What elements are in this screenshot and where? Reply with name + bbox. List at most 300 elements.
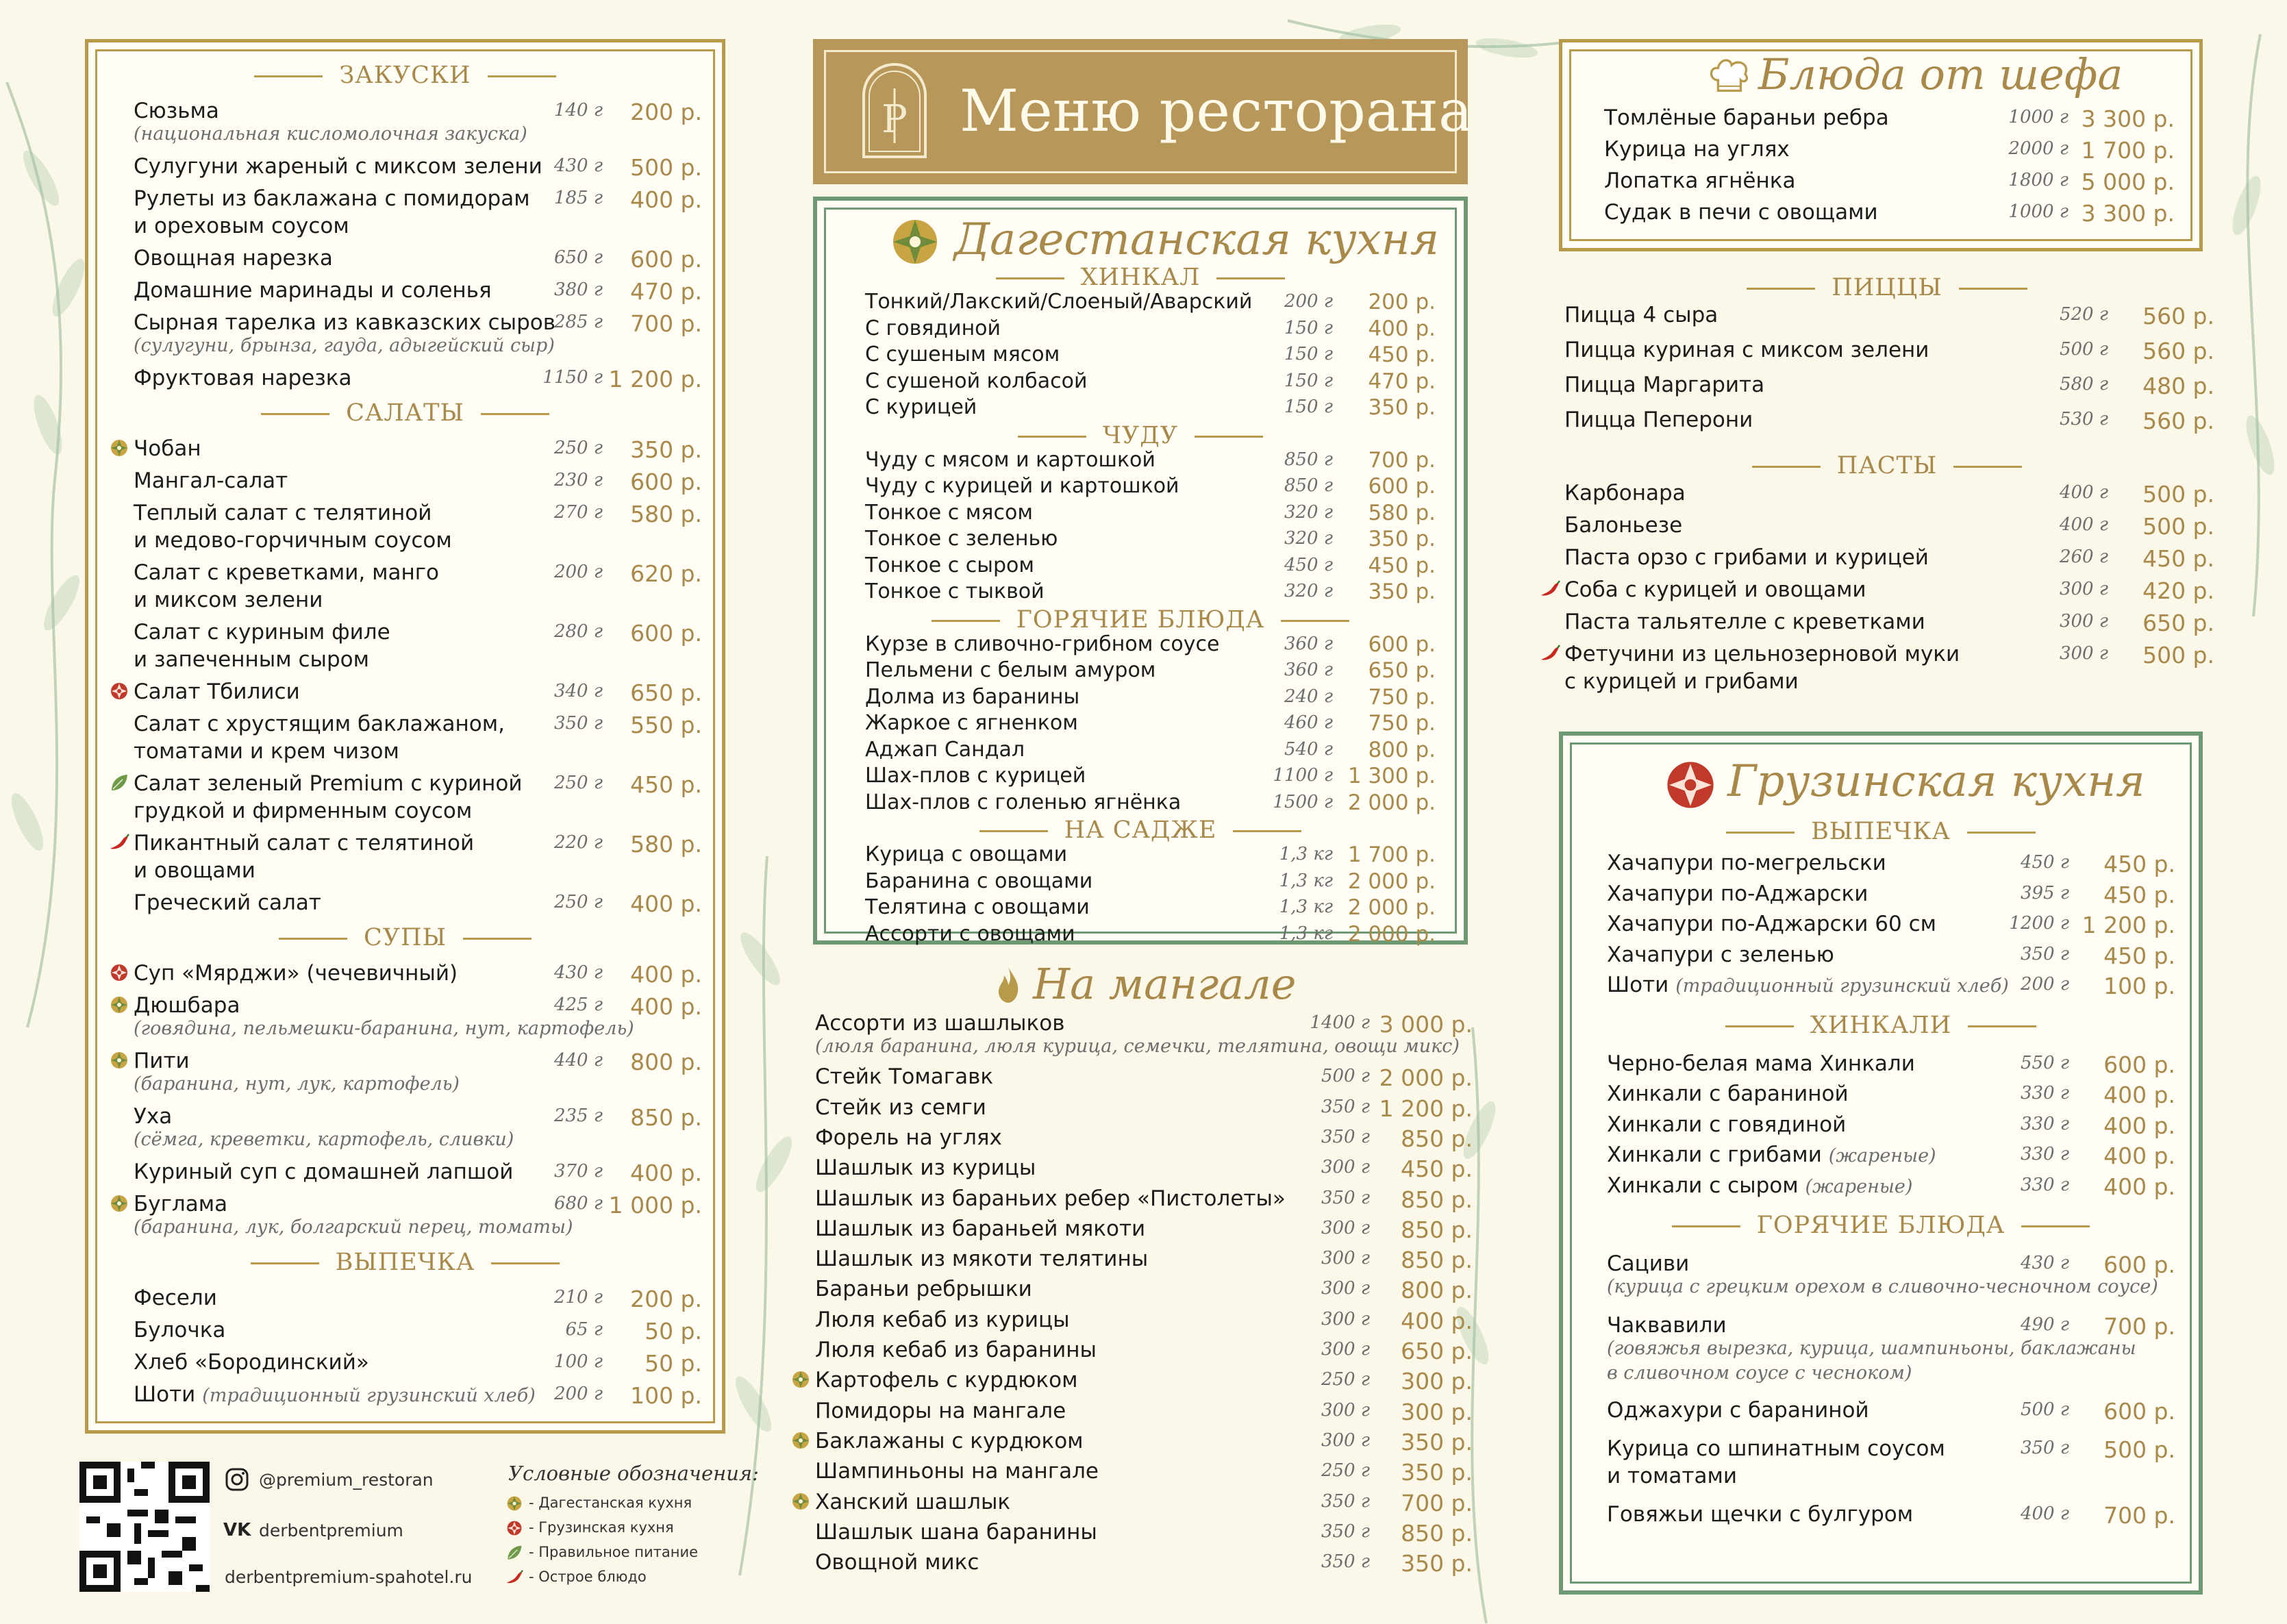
item-weight: 400 г <box>2059 482 2108 503</box>
item-price: 850 р. <box>630 1104 702 1131</box>
menu-item <box>1607 1082 2175 1112</box>
item-name: Шашлык шана баранины <box>815 1519 1097 1545</box>
item-name: Ассорти из шашлыков <box>815 1011 1065 1036</box>
menu-item <box>1604 168 2175 199</box>
item-price: 480 р. <box>2142 373 2214 399</box>
menu-item <box>815 1368 1473 1398</box>
item-description: (люля баранина, люля курица, семечки, телятина, овощи микс) <box>815 1036 1460 1057</box>
item-weight: 200 г <box>1284 291 1333 312</box>
chef-hat-icon <box>1708 58 1753 95</box>
item-price: 700 р. <box>2103 1313 2175 1340</box>
item-weight: 150 г <box>1284 370 1333 391</box>
menu-item <box>134 831 702 883</box>
dagestan-title: Дагестанская кухня <box>954 214 1440 265</box>
item-weight: 250 г <box>553 438 603 458</box>
item-weight: 270 г <box>553 502 603 523</box>
menu-item <box>815 1125 1473 1155</box>
item-price: 750 р. <box>1368 684 1436 710</box>
item-description: (баранина, нут, лук, картофель) <box>134 1073 460 1095</box>
item-name: Сюзьма <box>134 99 219 123</box>
vk-handle[interactable]: derbentpremium <box>259 1521 403 1540</box>
item-weight: 285 г <box>553 312 603 332</box>
item-price: 600 р. <box>1368 474 1436 499</box>
item-weight: 350 г <box>1321 1490 1370 1512</box>
section-title: ВЫПЕЧКА <box>1563 818 2199 845</box>
item-weight: 400 г <box>2059 514 2108 535</box>
menu-item <box>815 1247 1473 1277</box>
menu-item <box>1607 942 2175 973</box>
item-weight: 350 г <box>1321 1521 1370 1542</box>
item-weight: 230 г <box>553 470 603 490</box>
item-name: Хлеб «Бородинский» <box>134 1350 369 1375</box>
menu-item <box>815 1550 1473 1580</box>
item-price: 1 200 р. <box>608 366 702 392</box>
item-weight: 300 г <box>1321 1399 1370 1421</box>
item-weight: 300 г <box>2059 611 2108 632</box>
item-price: 400 р. <box>630 961 702 988</box>
menu-item <box>865 922 1436 952</box>
menu-item <box>1607 973 2175 1003</box>
menu-item <box>134 1104 702 1150</box>
item-name-line2: с курицей и грибами <box>1564 669 1799 694</box>
menu-item <box>1604 105 2175 136</box>
dagestan-cuisine-icon <box>109 1193 129 1214</box>
menu-item <box>1604 200 2175 230</box>
item-name: Хачапури по-Аджарски <box>1607 881 1869 906</box>
item-price: 450 р. <box>1368 342 1436 367</box>
item-weight: 250 г <box>1321 1460 1370 1482</box>
item-name: Лопатка ягнёнка <box>1604 168 1796 193</box>
item-price: 500 р. <box>2142 481 2214 508</box>
item-weight: 850 г <box>1284 449 1333 470</box>
dagestan-ornament-icon <box>888 214 942 269</box>
item-weight: 400 г <box>2020 1503 2069 1524</box>
item-name: Говяжьи щечки с булгуром <box>1607 1502 1914 1527</box>
item-name: Пицца куриная с миксом зелени <box>1564 338 1929 362</box>
mangal-section <box>815 959 1486 1603</box>
section-title: ЗАКУСКИ <box>88 62 722 89</box>
item-price: 500 р. <box>2142 642 2214 669</box>
item-price: 650 р. <box>1401 1338 1473 1364</box>
item-name: Долма из баранины <box>865 684 1080 709</box>
item-price: 600 р. <box>1368 632 1436 657</box>
menu-item <box>1607 1502 2175 1532</box>
item-name: Курица с овощами <box>865 842 1068 866</box>
flame-icon <box>995 966 1022 1004</box>
item-note: (жареные) <box>1828 1145 1936 1166</box>
item-name: Люля кебаб из баранины <box>815 1338 1097 1362</box>
item-name: Паста тальятелле с креветками <box>1564 610 1925 634</box>
item-price: 400 р. <box>630 993 702 1020</box>
menu-item <box>1607 1112 2175 1142</box>
legend-item: - Дагестанская кухня <box>529 1495 692 1511</box>
item-weight: 450 г <box>2020 852 2069 873</box>
item-price: 450 р. <box>2103 851 2175 877</box>
menu-item <box>134 890 702 921</box>
item-price: 50 р. <box>645 1318 702 1345</box>
item-price: 550 р. <box>630 712 702 738</box>
item-name: Хачапури по-мегрельски <box>1607 851 1886 875</box>
item-name: Шах-плов с курицей <box>865 764 1086 788</box>
menu-item <box>1564 513 2214 543</box>
item-name: Соба с курицей и овощами <box>1564 577 1866 602</box>
item-weight: 320 г <box>1284 581 1333 601</box>
item-name: Мангал-салат <box>134 469 288 493</box>
item-price: 400 р. <box>1401 1307 1473 1334</box>
item-price: 600 р. <box>2103 1251 2175 1278</box>
item-weight: 1,3 кг <box>1279 870 1333 891</box>
healthy-food-leaf-icon <box>505 1544 523 1562</box>
item-name: Шоти (традиционный грузинский хлеб) <box>134 1382 536 1407</box>
chef-panel <box>1559 39 2203 251</box>
item-weight: 430 г <box>2020 1253 2069 1273</box>
item-weight: 460 г <box>1284 712 1333 733</box>
section-title: ХИНКАЛ <box>817 264 1464 291</box>
menu-item <box>865 738 1436 768</box>
item-name-line2: грудкой и фирменным соусом <box>134 799 473 823</box>
item-weight: 1400 г <box>1310 1012 1370 1033</box>
section-title: ВЫПЕЧКА <box>88 1249 722 1276</box>
item-name: Салат с куриным филе <box>134 620 390 645</box>
dagestan-cuisine-icon <box>109 438 129 458</box>
item-price: 500 р. <box>630 154 702 181</box>
menu-item <box>134 278 702 308</box>
menu-item <box>134 469 702 499</box>
item-weight: 330 г <box>2020 1144 2069 1164</box>
menu-item <box>1607 1436 2175 1488</box>
instagram-icon <box>225 1467 249 1492</box>
item-weight: 250 г <box>553 892 603 912</box>
item-weight: 240 г <box>1284 686 1333 707</box>
item-name: Куриный суп с домашней лапшой <box>134 1160 514 1184</box>
item-name: Пицца Пеперони <box>1564 408 1753 432</box>
menu-item <box>134 961 702 991</box>
item-name: Шашлык из бараньей мякоти <box>815 1216 1146 1241</box>
item-weight: 680 г <box>553 1193 603 1214</box>
item-weight: 395 г <box>2020 882 2069 903</box>
item-name: Овощной микс <box>815 1550 979 1575</box>
svg-text:P: P <box>882 97 908 142</box>
item-weight: 350 г <box>553 713 603 734</box>
item-name: Греческий салат <box>134 890 321 915</box>
item-price: 600 р. <box>630 246 702 273</box>
item-weight: 300 г <box>2059 579 2108 599</box>
section-title: САЛАТЫ <box>88 399 722 427</box>
item-weight: 360 г <box>1284 660 1333 680</box>
item-weight: 330 г <box>2020 1174 2069 1195</box>
item-weight: 300 г <box>1321 1217 1370 1238</box>
menu-item <box>1564 303 2214 333</box>
item-weight: 140 г <box>553 100 603 121</box>
item-name: Судак в печи с овощами <box>1604 200 1878 225</box>
item-weight: 425 г <box>553 995 603 1015</box>
item-name: Фетучини из цельнозерновой муки <box>1564 642 1960 666</box>
item-price: 600 р. <box>2103 1398 2175 1425</box>
item-price: 200 р. <box>630 1286 702 1312</box>
item-name: С говядиной <box>865 316 1001 340</box>
item-name: Буглама <box>134 1192 228 1216</box>
footer <box>75 1459 759 1596</box>
item-name-line2: томатами и крем чизом <box>134 739 399 764</box>
item-name: Черно-белая мама Хинкали <box>1607 1051 1915 1076</box>
menu-item <box>815 1338 1473 1368</box>
item-name: Салат с креветками, манго <box>134 560 440 585</box>
item-price: 500 р. <box>2103 1436 2175 1463</box>
item-price: 350 р. <box>1368 579 1436 604</box>
item-price: 2 000 р. <box>1347 895 1436 920</box>
spicy-chili-icon <box>505 1569 523 1586</box>
item-price: 400 р. <box>1368 316 1436 341</box>
restaurant-logo-icon <box>857 61 932 164</box>
menu-item <box>815 1308 1473 1338</box>
menu-item <box>1607 1051 2175 1082</box>
item-name: Чуду с курицей и картошкой <box>865 474 1179 498</box>
item-price: 350 р. <box>1401 1550 1473 1577</box>
menu-item <box>815 1186 1473 1216</box>
mangal-title: На мангале <box>1033 959 1297 1009</box>
item-weight: 370 г <box>553 1161 603 1182</box>
chef-title: Блюда от шефа <box>1758 49 2123 99</box>
item-description-line2: в сливочном соусе с чесноком) <box>1607 1362 1912 1384</box>
item-weight: 1800 г <box>2008 170 2069 190</box>
item-price: 470 р. <box>630 278 702 305</box>
item-name-line2: и медово-горчичным соусом <box>134 528 452 553</box>
item-price: 650 р. <box>1368 658 1436 683</box>
instagram-handle[interactable]: @premium_restoran <box>259 1470 434 1490</box>
menu-item <box>865 395 1436 425</box>
menu-item <box>1607 1398 2175 1428</box>
menu-item <box>134 154 702 184</box>
item-name: Хинкали с сыром (жареные) <box>1607 1173 1913 1198</box>
item-price: 580 р. <box>1368 500 1436 525</box>
item-weight: 150 г <box>1284 317 1333 338</box>
item-price: 400 р. <box>630 1160 702 1186</box>
item-price: 600 р. <box>630 620 702 647</box>
menu-item <box>1564 338 2214 368</box>
menu-item <box>1607 1313 2175 1384</box>
item-name: Салат Тбилиси <box>134 679 300 704</box>
item-name: Сациви <box>1607 1251 1690 1276</box>
item-price: 750 р. <box>1368 711 1436 736</box>
item-weight: 300 г <box>1321 1248 1370 1269</box>
menu-item <box>865 369 1436 399</box>
item-weight: 1100 г <box>1273 765 1333 786</box>
item-weight: 450 г <box>1284 554 1333 575</box>
item-weight: 530 г <box>2059 409 2108 429</box>
item-price: 420 р. <box>2142 577 2214 604</box>
item-price: 2 000 р. <box>1347 921 1436 947</box>
dagestan-cuisine-icon <box>109 1050 129 1071</box>
item-weight: 340 г <box>553 681 603 701</box>
item-name: Рулеты из баклажана с помидорам <box>134 186 530 211</box>
item-price: 5 000 р. <box>2081 168 2175 195</box>
item-name: Фруктовая нарезка <box>134 366 352 390</box>
item-weight: 350 г <box>1321 1187 1370 1208</box>
item-price: 700 р. <box>1368 447 1436 473</box>
item-name: Салат с хрустящим баклажаном, <box>134 712 505 736</box>
item-price: 600 р. <box>2103 1051 2175 1078</box>
item-weight: 235 г <box>553 1105 603 1126</box>
menu-item <box>865 448 1436 478</box>
item-name: Чобан <box>134 436 201 461</box>
menu-item <box>865 895 1436 925</box>
menu-item <box>1564 408 2214 438</box>
website-link[interactable]: derbentpremium-spahotel.ru <box>225 1567 473 1587</box>
item-price: 470 р. <box>1368 368 1436 394</box>
item-price: 3 300 р. <box>2081 105 2175 132</box>
item-price: 2 000 р. <box>1379 1064 1473 1092</box>
item-name: Аджап Сандал <box>865 737 1025 762</box>
item-name: Сырная тарелка из кавказских сыров <box>134 310 555 335</box>
item-weight: 360 г <box>1284 633 1333 654</box>
item-name: Тонкое с сыром <box>865 553 1035 577</box>
item-note: (жареные) <box>1805 1175 1913 1197</box>
legend-title: Условные обозначения: <box>508 1462 759 1485</box>
menu-item <box>865 685 1436 715</box>
menu-item <box>134 310 702 356</box>
item-name: Хачапури с зеленью <box>1607 942 1834 967</box>
item-weight: 280 г <box>553 621 603 642</box>
item-name: Баранина с овощами <box>865 869 1093 893</box>
item-description: (сёмга, креветки, картофель, сливки) <box>134 1129 514 1150</box>
menu-item <box>865 579 1436 610</box>
item-weight: 300 г <box>1321 1429 1370 1451</box>
item-price: 450 р. <box>2142 545 2214 572</box>
item-description: (баранина, лук, болгарский перец, томаты) <box>134 1216 573 1238</box>
item-name: Шашлык из бараньих ребер «Пистолеты» <box>815 1186 1286 1211</box>
menu-item <box>1607 912 2175 942</box>
menu-item <box>1564 610 2214 640</box>
item-weight: 350 г <box>1321 1126 1370 1147</box>
item-name: Хинкали с грибами (жареные) <box>1607 1142 1936 1167</box>
menu-item <box>1607 882 2175 912</box>
item-weight: 185 г <box>553 188 603 208</box>
item-name: Телятина с овощами <box>865 895 1090 919</box>
georgian-cuisine-icon <box>109 681 129 701</box>
item-name: Чуду с мясом и картошкой <box>865 447 1155 472</box>
menu-item <box>1607 1173 2175 1203</box>
item-name: Шампиньоны на мангале <box>815 1459 1099 1484</box>
item-price: 450 р. <box>1368 553 1436 578</box>
section-title: НА САДЖЕ <box>817 816 1464 844</box>
item-price: 1 300 р. <box>1347 764 1436 788</box>
item-name: Сулугуни жареный с миксом зелени <box>134 154 542 179</box>
menu-item <box>134 620 702 672</box>
item-description: (курица с грецким орехом в сливочно-чесночном соусе) <box>1607 1276 2158 1297</box>
section-title: СУПЫ <box>88 924 722 951</box>
menu-item <box>134 99 702 145</box>
item-weight: 200 г <box>553 562 603 582</box>
item-name: Картофель с курдюком <box>815 1368 1078 1393</box>
dagestan-cuisine-icon <box>790 1369 811 1390</box>
item-weight: 350 г <box>1321 1551 1370 1573</box>
item-price: 400 р. <box>2103 1112 2175 1139</box>
section-title: ПАСТЫ <box>1562 452 2212 479</box>
item-weight: 1,3 кг <box>1279 923 1333 944</box>
menu-item <box>1607 1142 2175 1173</box>
menu-item <box>1564 545 2214 575</box>
item-name: Хинкали с говядиной <box>1607 1112 1847 1137</box>
item-price: 850 р. <box>1401 1519 1473 1547</box>
item-name: Салат зеленый Premium с куриной <box>134 771 523 796</box>
item-weight: 260 г <box>2059 547 2108 567</box>
qr-code <box>79 1462 210 1592</box>
georgian-cuisine-icon <box>109 962 129 983</box>
menu-item <box>134 712 702 764</box>
item-name: Тонкое с зеленью <box>865 527 1058 551</box>
menu-item <box>815 1399 1473 1429</box>
item-price: 700 р. <box>1401 1489 1473 1516</box>
menu-item <box>134 993 702 1039</box>
item-weight: 320 г <box>1284 501 1333 523</box>
menu-item <box>865 842 1436 873</box>
item-weight: 440 г <box>553 1050 603 1071</box>
item-name-line2: и запеченным сыром <box>134 647 370 672</box>
dagestan-cuisine-icon <box>790 1430 811 1451</box>
menu-item <box>134 436 702 466</box>
section-title: ХИНКАЛИ <box>1563 1012 2199 1039</box>
item-price: 850 р. <box>1401 1247 1473 1274</box>
item-name: Форель на углях <box>815 1125 1002 1150</box>
item-price: 1 200 р. <box>1379 1095 1473 1122</box>
item-name: Курица на углях <box>1604 137 1790 162</box>
item-weight: 1500 г <box>1273 791 1333 812</box>
menu-item <box>865 869 1436 899</box>
item-name: Стейк Томагавк <box>815 1064 994 1090</box>
menu-item <box>1604 137 2175 167</box>
item-price: 580 р. <box>630 501 702 527</box>
item-name: С сушеной колбасой <box>865 368 1088 393</box>
menu-item <box>1564 481 2214 511</box>
spicy-chili-icon <box>1540 643 1560 664</box>
item-weight: 300 г <box>1321 1308 1370 1329</box>
item-price: 400 р. <box>630 186 702 213</box>
item-weight: 500 г <box>2020 1399 2069 1420</box>
item-weight: 100 г <box>553 1351 603 1372</box>
menu-item <box>134 1286 702 1316</box>
item-price: 1 200 р. <box>2082 912 2175 938</box>
item-weight: 250 г <box>1321 1369 1370 1390</box>
item-price: 850 р. <box>1401 1125 1473 1152</box>
item-name: Пельмени с белым амуром <box>865 658 1156 682</box>
item-price: 100 р. <box>2103 973 2175 999</box>
item-name: Люля кебаб из курицы <box>815 1307 1070 1332</box>
menu-item <box>815 1277 1473 1307</box>
item-name: Овощная нарезка <box>134 246 333 271</box>
item-name: Томлёные бараньи ребра <box>1604 105 1889 130</box>
item-price: 700 р. <box>630 310 702 337</box>
item-price: 560 р. <box>2142 408 2214 434</box>
item-weight: 150 г <box>1284 344 1333 364</box>
item-price: 560 р. <box>2142 338 2214 364</box>
item-weight: 850 г <box>1284 475 1333 496</box>
item-name: Домашние маринады и соленья <box>134 278 492 303</box>
item-weight: 650 г <box>553 247 603 268</box>
item-price: 300 р. <box>1401 1398 1473 1425</box>
item-name: Тонкое с мясом <box>865 500 1033 525</box>
item-price: 850 р. <box>1401 1186 1473 1213</box>
menu-item <box>865 553 1436 584</box>
item-price: 300 р. <box>1401 1368 1473 1395</box>
item-weight: 1200 г <box>2009 913 2069 934</box>
dagestan-cuisine-icon <box>109 995 129 1015</box>
item-note: (традиционный грузинский хлеб) <box>202 1385 536 1406</box>
item-weight: 300 г <box>1321 1157 1370 1178</box>
spicy-chili-icon <box>1540 579 1560 599</box>
menu-item <box>815 1459 1473 1489</box>
item-price: 600 р. <box>630 469 702 495</box>
menu-item <box>1564 373 2214 403</box>
